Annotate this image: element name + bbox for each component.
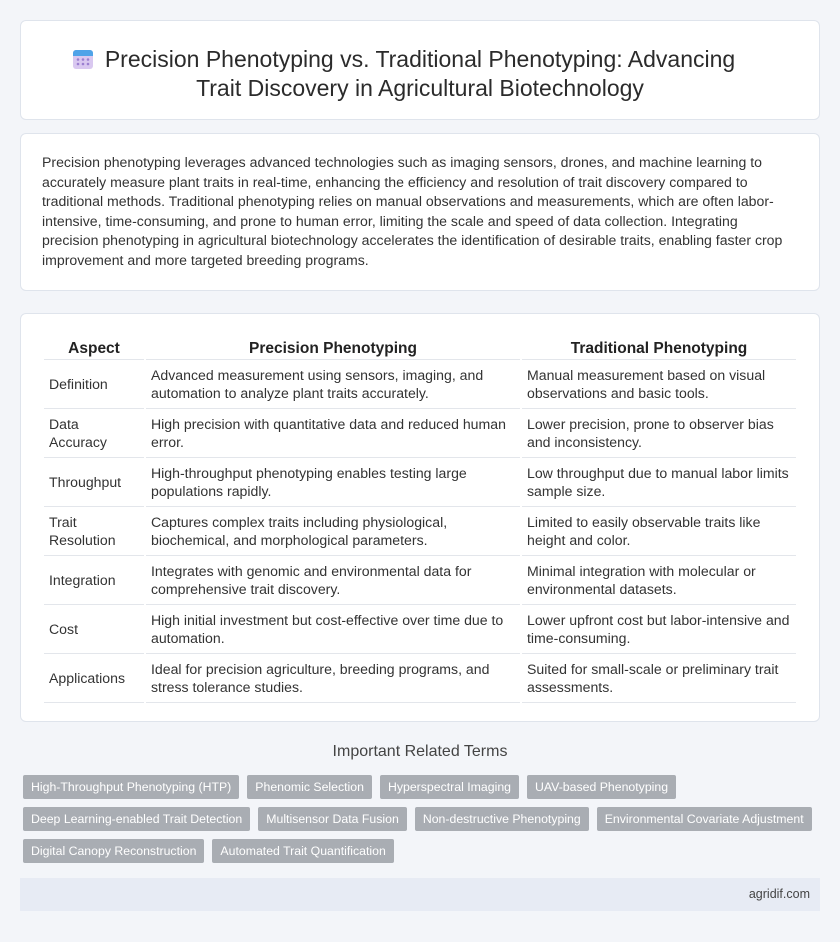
- table-row: [44, 556, 796, 605]
- cell-traditional: Minimal integration with molecular or environmental datasets.: [522, 556, 796, 605]
- cell-traditional: Lower precision, prone to observer bias and inconsistency.: [522, 409, 796, 458]
- related-term-tag[interactable]: Hyperspectral Imaging: [380, 775, 519, 799]
- footer-site[interactable]: agridif.com: [748, 887, 810, 901]
- related-term-tag[interactable]: Phenomic Selection: [247, 775, 372, 799]
- cell-aspect: Data Accuracy: [44, 409, 144, 458]
- table-row: [44, 360, 796, 409]
- cell-traditional: Manual measurement based on visual observations and basic tools.: [522, 360, 796, 409]
- related-term-tag[interactable]: Multisensor Data Fusion: [258, 807, 407, 831]
- cell-aspect: Integration: [44, 556, 144, 605]
- cell-precision: Ideal for precision agriculture, breeding programs, and stress tolerance studies.: [146, 654, 520, 703]
- page-title-line-2: Trait Discovery in Agricultural Biotechnology: [196, 75, 644, 101]
- cell-precision: High-throughput phenotyping enables testing large populations rapidly.: [146, 458, 520, 507]
- cell-traditional: Limited to easily observable traits like height and color.: [522, 507, 796, 556]
- cell-precision: Captures complex traits including physiological, biochemical, and morphological parameters.: [146, 507, 520, 556]
- cell-traditional: Suited for small-scale or preliminary trait assessments.: [522, 654, 796, 703]
- cell-aspect: Cost: [44, 605, 144, 654]
- related-term-tag[interactable]: Non-destructive Phenotyping: [415, 807, 589, 831]
- related-term-tag[interactable]: Environmental Covariate Adjustment: [597, 807, 812, 831]
- table-row: [44, 458, 796, 507]
- cell-aspect: Throughput: [44, 458, 144, 507]
- cell-precision: High precision with quantitative data and reduced human error.: [146, 409, 520, 458]
- table-row: [44, 654, 796, 703]
- table-header-row: [44, 334, 796, 360]
- cell-precision: Advanced measurement using sensors, imaging, and automation to analyze plant traits accurately.: [146, 360, 520, 409]
- tag-row: [23, 839, 803, 863]
- related-terms-list: [23, 775, 803, 871]
- tag-row: [23, 807, 803, 831]
- related-term-tag[interactable]: Automated Trait Quantification: [212, 839, 393, 863]
- intro-paragraph: Precision phenotyping leverages advanced technologies such as imaging sensors, drones, and machine learning to accurately measure plant traits in real-time, enhancing the efficiency and resolution of trait discovery compared to traditional methods. Traditional phenotyping relies on manual observations and measurements, which are often labor-intensive, time-consuming, and prone to human error, limiting the scale and speed of data collection. Integrating precision phenotyping in agricultural biotechnology accelerates the identification of desirable traits, enabling faster crop improvement and more targeted breeding programs.: [42, 154, 783, 268]
- cell-aspect: Applications: [44, 654, 144, 703]
- footer: [20, 878, 820, 911]
- comparison-card: [20, 313, 820, 722]
- header-card: [20, 20, 820, 120]
- related-terms-title: Important Related Terms: [332, 743, 508, 760]
- table-row: [44, 409, 796, 458]
- cell-precision: Integrates with genomic and environmental data for comprehensive trait discovery.: [146, 556, 520, 605]
- cell-precision: High initial investment but cost-effective over time due to automation.: [146, 605, 520, 654]
- table-row: [44, 507, 796, 556]
- cell-aspect: Trait Resolution: [44, 507, 144, 556]
- intro-card: [20, 133, 820, 291]
- header-aspect: Aspect: [44, 334, 144, 360]
- table-row: [44, 605, 796, 654]
- comparison-table: [42, 334, 798, 703]
- cell-traditional: Lower upfront cost but labor-intensive and time-consuming.: [522, 605, 796, 654]
- page-title-line-1: Precision Phenotyping vs. Traditional Phenotyping: Advancing: [104, 46, 736, 72]
- cell-aspect: Definition: [44, 360, 144, 409]
- header-precision: Precision Phenotyping: [146, 334, 520, 360]
- header-traditional: Traditional Phenotyping: [522, 334, 796, 360]
- related-term-tag[interactable]: Digital Canopy Reconstruction: [23, 839, 204, 863]
- tag-row: [23, 775, 803, 799]
- page-title: [105, 45, 735, 103]
- related-term-tag[interactable]: UAV-based Phenotyping: [527, 775, 676, 799]
- cell-traditional: Low throughput due to manual labor limits sample size.: [522, 458, 796, 507]
- related-term-tag[interactable]: High-Throughput Phenotyping (HTP): [23, 775, 239, 799]
- related-term-tag[interactable]: Deep Learning-enabled Trait Detection: [23, 807, 250, 831]
